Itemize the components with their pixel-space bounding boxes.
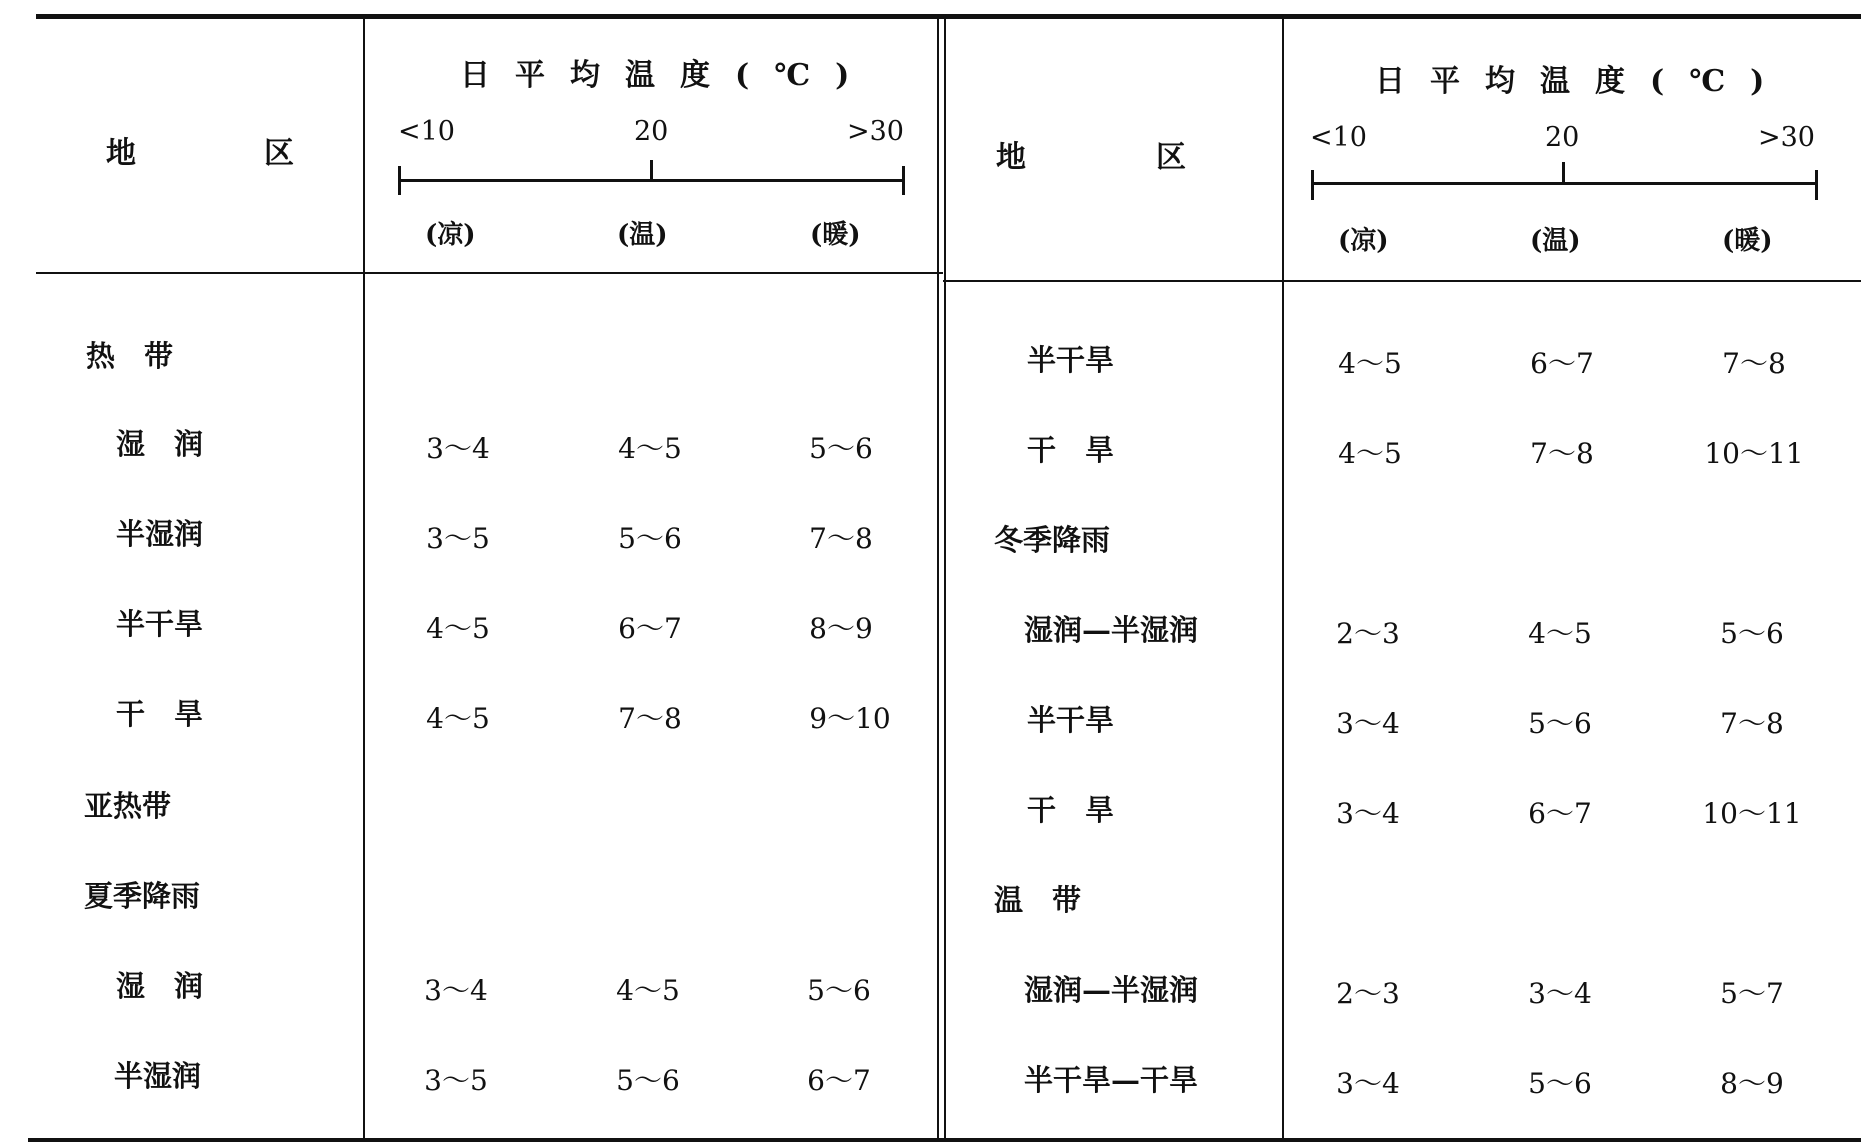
left-region-header-char-1: 地 [106,136,136,171]
left-row-value-cool: 4～5 [426,702,490,735]
left-scale-tick-high [902,166,905,195]
left-row-value-mild: 6～7 [618,612,682,645]
left-row-value-mild: 5～6 [618,522,682,555]
right-row-value-cool: 4～5 [1338,347,1402,380]
right-row-value-warm: 5～7 [1720,977,1784,1010]
column-divider-right [1282,18,1284,1140]
left-row-label: 夏季降雨 [84,879,201,913]
left-row-value-cool: 3～4 [424,974,488,1007]
left-row-label: 热 带 [86,339,174,373]
left-scale-mid: 20 [634,116,669,147]
left-temp-header: 日平均温度(℃) [460,58,875,93]
left-scale-tick-mid [650,160,653,181]
right-row-label: 湿润—半湿润 [1024,973,1199,1007]
right-row-value-mild: 7～8 [1530,437,1594,470]
left-row-value-warm: 9～10 [809,702,891,735]
right-scale-tick-mid [1562,162,1565,184]
right-row-value-mild: 6～7 [1530,347,1594,380]
right-region-header [996,132,1186,175]
left-row-label: 半湿润 [114,1059,202,1093]
left-row-value-cool: 4～5 [426,612,490,645]
right-row-value-cool: 4～5 [1338,437,1402,470]
left-row-value-mild: 4～5 [616,974,680,1007]
left-row-value-cool: 3～5 [426,522,490,555]
right-row-label: 半干旱—干旱 [1024,1063,1199,1097]
left-row-value-cool: 3～5 [424,1064,488,1097]
left-scale-tick-low [398,166,401,195]
right-row-value-warm: 5～6 [1720,617,1784,650]
right-row-value-warm: 7～8 [1720,707,1784,740]
header-divider-left [36,272,943,274]
left-row-label: 半干旱 [116,607,204,641]
right-region-header-char-1: 地 [996,140,1026,175]
right-category-mild: (温) [1530,226,1581,256]
column-divider-left [363,18,365,1140]
left-row-value-warm: 5～6 [809,432,873,465]
right-row-label: 湿润—半湿润 [1024,613,1199,647]
right-row-value-warm: 8～9 [1720,1067,1784,1100]
right-temp-header: 日平均温度(℃) [1375,64,1790,99]
right-category-warm: (暖) [1722,226,1773,256]
left-row-value-mild: 4～5 [618,432,682,465]
left-row-value-mild: 5～6 [616,1064,680,1097]
table-top-rule [36,14,1861,19]
right-row-value-mild: 6～7 [1528,797,1592,830]
left-category-warm: (暖) [810,220,861,250]
right-row-value-mild: 3～4 [1528,977,1592,1010]
right-row-label: 干 旱 [1027,433,1115,467]
right-row-label: 冬季降雨 [994,523,1111,557]
left-row-value-cool: 3～4 [426,432,490,465]
center-double-divider-b [944,18,946,1140]
right-row-value-mild: 5～6 [1528,707,1592,740]
left-row-value-warm: 7～8 [809,522,873,555]
right-scale-low: <10 [1310,122,1367,153]
center-double-divider-a [937,18,939,1140]
right-scale-tick-low [1311,170,1314,200]
left-row-value-warm: 8～9 [809,612,873,645]
right-row-label: 干 旱 [1027,793,1115,827]
right-row-value-cool: 2～3 [1336,977,1400,1010]
left-category-mild: (温) [617,220,668,250]
right-row-value-cool: 3～4 [1336,1067,1400,1100]
right-row-value-mild: 5～6 [1528,1067,1592,1100]
right-row-label: 温 带 [994,883,1082,917]
right-row-value-warm: 7～8 [1722,347,1786,380]
left-row-label: 亚热带 [84,789,172,823]
header-divider-right [943,280,1861,282]
right-region-header-char-2: 区 [1156,140,1186,175]
right-scale-tick-high [1815,170,1818,200]
left-scale-high: >30 [847,116,904,147]
left-row-value-warm: 6～7 [807,1064,871,1097]
right-row-value-cool: 3～4 [1336,707,1400,740]
left-row-label: 湿 润 [116,969,204,1003]
left-scale-low: <10 [398,116,455,147]
right-row-label: 半干旱 [1027,343,1115,377]
right-row-label: 半干旱 [1027,703,1115,737]
right-row-value-mild: 4～5 [1528,617,1592,650]
right-row-value-warm: 10～11 [1702,797,1802,830]
left-row-label: 干 旱 [116,697,204,731]
left-region-header [106,128,296,171]
right-scale-high: >30 [1758,122,1815,153]
left-category-cool: (凉) [425,220,476,250]
left-region-header-char-2: 区 [264,136,294,171]
right-row-value-cool: 2～3 [1336,617,1400,650]
right-row-value-warm: 10～11 [1704,437,1804,470]
right-scale-mid: 20 [1545,122,1580,153]
left-row-value-mild: 7～8 [618,702,682,735]
right-category-cool: (凉) [1338,226,1389,256]
left-row-label: 半湿润 [116,517,204,551]
left-row-value-warm: 5～6 [807,974,871,1007]
right-row-value-cool: 3～4 [1336,797,1400,830]
left-row-label: 湿 润 [116,427,204,461]
